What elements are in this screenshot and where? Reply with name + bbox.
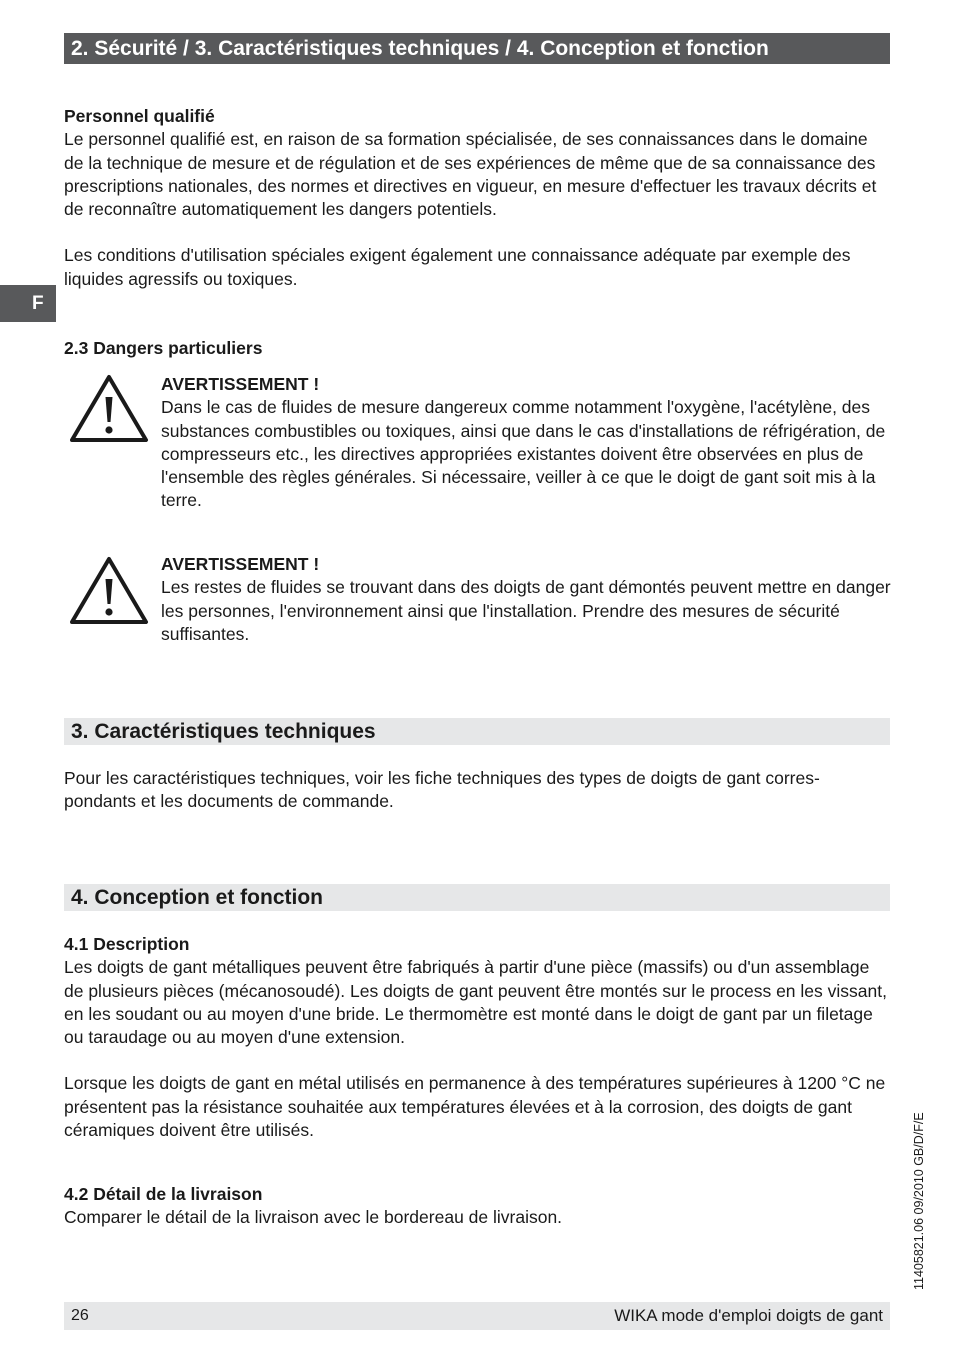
warning-2-text: Les restes de fluides se trouvant dans des doigts de gant démontés peuvent mettre en danger les personnes, l'environnement ainsi que l'installation. Prendre des mesures de sécurité suffisantes.	[161, 577, 891, 644]
dangers-heading: 2.3 Dangers particuliers	[64, 338, 263, 358]
warning-triangle-icon	[69, 555, 149, 625]
page-number: 26	[71, 1307, 89, 1324]
warning-1-title: AVERTISSEMENT !	[161, 374, 320, 394]
description-paragraph-1: Les doigts de gant métalliques peuvent être fabriqués à partir d'une pièce (massifs) ou d'un assemblage de plusieurs pièces (mécanosoudé). Les doigts de gant peuvent être montés sur le process en les vissant, en les soudant ou au moyen d'une bride. Le thermomètre est monté dans le doigt de gant par un filetage ou taraudage ou au moyen d'une extension.	[64, 957, 887, 1048]
page-footer	[64, 1302, 890, 1330]
warning-2-title: AVERTISSEMENT !	[161, 554, 320, 574]
personnel-section	[64, 105, 890, 291]
description-paragraph-2: Lorsque les doigts de gant en métal utilisés en permanence à des températures supérieures à 1200 °C ne présentent pas la résistance souhaitée aux températures élevées et à la corrosion, des doigts de gant céramiques doivent être utilisés.	[64, 1073, 886, 1141]
personnel-paragraph-1: Le personnel qualifié est, en raison de sa formation spécialisée, de ses connaissances dans le domaine de la technique de mesure et de régulation et de ses expériences de même que de sa connaissance des prescriptions nationales, des normes et directives en vigueur, en mesure d'effectuer les travaux décrits et de reconnaître automatiquement les dangers potentiels.	[64, 129, 877, 220]
delivery-text: Comparer le détail de la livraison avec le bordereau de livraison.	[64, 1207, 563, 1228]
warning-triangle-icon	[69, 373, 149, 443]
section-3-title: 3. Caractéristiques techniques	[64, 718, 890, 745]
footer-title: WIKA mode d'emploi doigts de gant	[614, 1306, 883, 1325]
delivery-heading: 4.2 Détail de la livraison	[64, 1184, 263, 1204]
document-code: 11405821.06 09/2010 GB/D/F/E	[912, 1112, 926, 1290]
section-3-body	[64, 767, 890, 814]
dangers-heading-block	[64, 337, 890, 360]
language-tab: F	[0, 285, 56, 322]
delivery-section	[64, 1183, 890, 1230]
warning-1	[161, 373, 896, 513]
page-header-title: 2. Sécurité / 3. Caractéristiques techniques / 4. Conception et fonction	[64, 33, 890, 64]
warning-2	[161, 553, 896, 646]
personnel-paragraph-2: Les conditions d'utilisation spéciales exigent également une connaissance adéquate par exemple des liquides agressifs ou toxiques.	[64, 245, 851, 289]
section-4-title: 4. Conception et fonction	[64, 884, 890, 911]
description-heading: 4.1 Description	[64, 934, 190, 954]
warning-1-text: Dans le cas de fluides de mesure dangereux comme notamment l'oxygène, l'acétylène, des substances combustibles ou toxiques, ainsi que dans le cas d'installations de réfrigération, de compresseurs etc., les directives appropriées existantes doivent être observées en plus de l'ensemble des règles générales. Si nécessaire, veiller à ce que le doigt de gant soit mis à la terre.	[161, 397, 886, 511]
personnel-heading: Personnel qualifié	[64, 106, 215, 126]
description-section	[64, 933, 890, 1142]
section-3-text: Pour les caractéristiques techniques, voir les fiche techniques des types de doigts de gant corres-pondants et les documents de commande.	[64, 768, 820, 812]
